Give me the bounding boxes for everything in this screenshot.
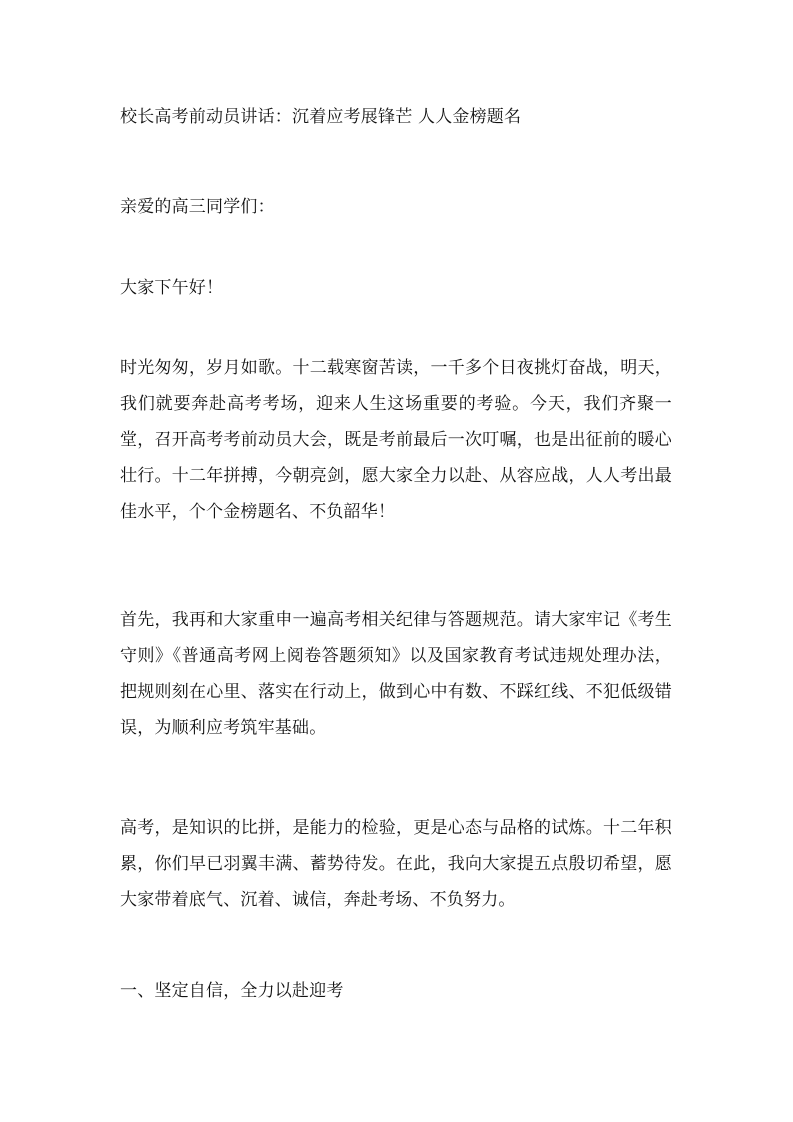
paragraph-hopes: 高考，是知识的比拼，是能力的检验，更是心态与品格的试炼。十二年积累，你们早已羽翼丰满、蓄势待发。在此，我向大家提五点殷切希望，愿大家带着底气、沉着、诚信，奔赴考场、不负努力。	[120, 818, 672, 910]
paragraph-rules: 首先，我再和大家重申一遍高考相关纪律与答题规范。请大家牢记《考生守则》《普通高考网上阅卷答题须知》以及国家教育考试违规处理办法，把规则刻在心里、落实在行动上，做到心中有数、不踩红线、不犯低级错误，为顺利应考筑牢基础。	[120, 610, 672, 738]
salutation: 亲爱的高三同学们：	[120, 197, 275, 217]
speech-title: 校长高考前动员讲话：沉着应考展锋芒 人人金榜题名	[120, 107, 522, 127]
paragraph-opening: 时光匆匆，岁月如歌。十二载寒窗苦读，一千多个日夜挑灯奋战，明天，我们就要奔赴高考考场，迎来人生这场重要的考验。今天，我们齐聚一堂，召开高考考前动员大会，既是考前最后一次叮嘱，也是出征前的暖心壮行。十二年拼搏，今朝亮剑，愿大家全力以赴、从容应战，人人考出最佳水平，个个金榜题名、不负韶华！	[120, 358, 672, 522]
greeting: 大家下午好！	[120, 278, 224, 298]
section-heading: 一、坚定自信，全力以赴迎考	[120, 981, 344, 1001]
